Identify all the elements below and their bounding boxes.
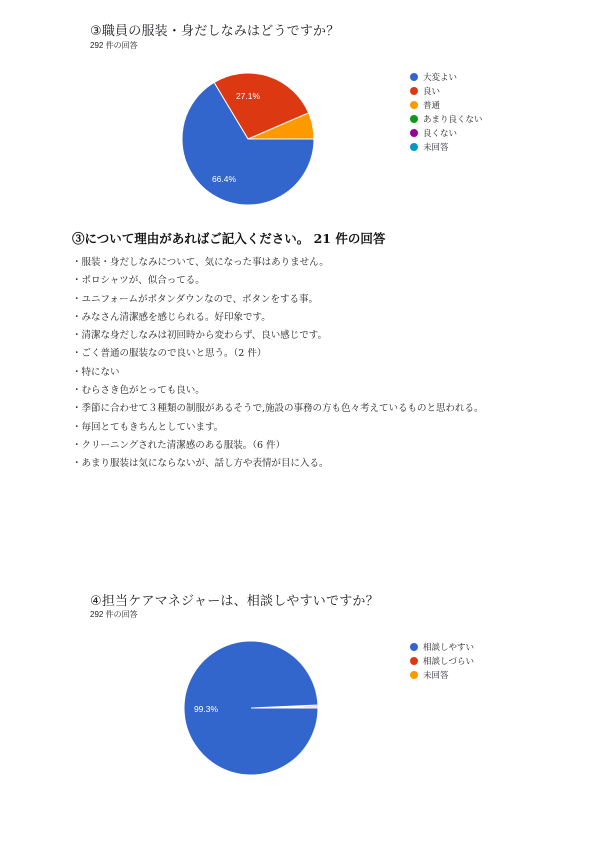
legend-dot-icon xyxy=(410,657,418,665)
comment-item: ・あまり服装は気にならないが、話し方や表情が目に入る。 xyxy=(72,458,329,470)
comment-item: ・クリーニングされた清潔感のある服装。（6 件） xyxy=(72,439,286,451)
comment-item: ・ポロシャツが、似合ってる。 xyxy=(72,275,205,287)
legend-label: 相談しづらい xyxy=(423,656,475,666)
q4-response-count: 292 件の回答 xyxy=(90,610,138,619)
legend-item-not-very-good xyxy=(410,112,483,126)
legend-item-normal xyxy=(410,98,483,112)
legend-label: 良い xyxy=(423,86,441,96)
comment-item: ・ユニフォームがボタンダウンなので、ボタンをする事。 xyxy=(72,293,318,305)
q3-comments-heading: ③について理由があればご記入ください。 21 件の回答 xyxy=(72,231,386,246)
q4-legend xyxy=(410,640,474,682)
q4-pie-chart xyxy=(175,632,335,792)
q4-title: ④担当ケアマネジャーは、相談しやすいですか？ xyxy=(90,593,379,608)
comment-item: ・清潔な身だしなみは初回時から変わらず、良い感じです。 xyxy=(72,330,327,342)
legend-item-no-answer xyxy=(410,140,483,154)
q3-comments-list xyxy=(72,254,484,474)
comment-item: ・みなさん清潔感を感じられる。好印象です。 xyxy=(72,311,271,323)
q3-legend xyxy=(410,70,483,154)
legend-dot-icon xyxy=(410,143,418,151)
q4-label-easy: 99.3% xyxy=(193,704,219,714)
legend-item-good xyxy=(410,84,483,98)
legend-item-very-good xyxy=(410,70,483,84)
comment-item: ・季節に合わせて３種類の制服があるそうで,施設の事務の方も色々考えているものと思われる。 xyxy=(72,403,484,415)
comment-item: ・毎回とてもきちんとしています。 xyxy=(72,421,224,433)
legend-dot-icon xyxy=(410,129,418,137)
q3-response-count: 292 件の回答 xyxy=(90,41,138,50)
legend-item-hard-to-consult xyxy=(410,654,474,668)
q3-label-very-good: 66.4% xyxy=(211,174,237,184)
legend-item-easy-to-consult xyxy=(410,640,474,654)
legend-label: 未回答 xyxy=(423,670,449,680)
comment-item: ・特にない xyxy=(72,366,120,378)
legend-label: 普通 xyxy=(423,100,441,110)
q3-label-good: 27.1% xyxy=(235,91,261,101)
legend-dot-icon xyxy=(410,115,418,123)
legend-dot-icon xyxy=(410,101,418,109)
legend-label: 良くない xyxy=(423,128,458,138)
legend-item-no-answer xyxy=(410,668,474,682)
comment-item: ・服装・身だしなみについて、気になった事はありません。 xyxy=(72,257,329,268)
legend-label: 未回答 xyxy=(423,142,449,152)
legend-dot-icon xyxy=(410,671,418,679)
legend-dot-icon xyxy=(410,643,418,651)
legend-dot-icon xyxy=(410,73,418,81)
comment-item: ・むらさき色がとっても良い。 xyxy=(72,385,205,397)
legend-item-bad xyxy=(410,126,483,140)
q3-title: ③職員の服装・身だしなみはどうですか？ xyxy=(90,23,340,38)
comment-item: ・ごく普通の服装なので良いと思う。（2 件） xyxy=(72,348,267,360)
legend-dot-icon xyxy=(410,87,418,95)
legend-label: あまり良くない xyxy=(423,114,483,124)
legend-label: 相談しやすい xyxy=(423,642,475,652)
q3-pie-chart xyxy=(170,62,330,222)
legend-label: 大変よい xyxy=(423,72,458,82)
